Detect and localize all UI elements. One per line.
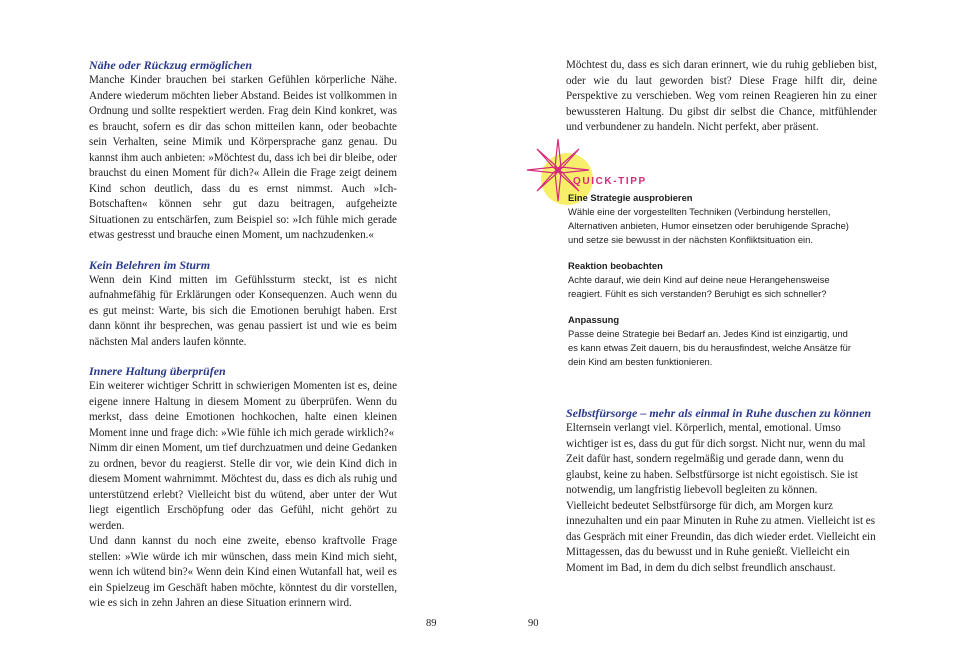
paragraph: Manche Kinder brauchen bei starken Gefühlen körperliche Nähe. Andere wiederum möchten lieber Abstand. Beides ist vollkommen in Ordnung und sollte respektiert werden. Frag dein Kind konkret, was es braucht, sofern es dir das schon mitteilen kann, oder beobachte sein Verhalten, seine Mimik und Körpersprache ganz genau. Du kannst ihm auch anbieten: »Möchtest du, dass ich bei dir bleibe, oder brauchst du einen Moment für dich?« Allein die Frage zeigt deinem Kind schon deutlich, dass du es ernst nimmst. Auch »Ich-Botschaften« können sehr gut dazu beitragen, aufgeheizte Situationen zu entschärfen, zum Beispiel so: »Ich fühle mich gerade etwas gestresst und brauche einen Moment, um nachzudenken.« bbox=[89, 74, 397, 241]
tip-subheading: Eine Strategie ausprobieren bbox=[568, 192, 693, 203]
page-number-left: 89 bbox=[426, 618, 437, 629]
quick-tipp-body bbox=[568, 191, 858, 369]
paragraph: Elternsein verlangt viel. Körperlich, mental, emotional. Umso wichtiger ist es, dass du gut für dich sorgst. Nicht nur, wenn du mal Zeit dafür hast, sondern regelmäßig und gerade dann, wenn du glaubst, keine zu haben. Selbstfürsorge ist nicht egoistisch. Sie ist notwendig, um langfristig liebevoll begleiten zu können. bbox=[566, 422, 866, 496]
tip-text: Wähle eine der vorgestellten Techniken (Verbindung herstellen, Alternativen anbieten, Humor einsetzen oder beruhigende Sprache) und setze sie bewusst in der nächsten Konfliktsituation ein. bbox=[568, 206, 849, 245]
paragraph: Ein weiterer wichtiger Schritt in schwierigen Momenten ist es, deine eigene innere Haltung in diesem Moment zu überprüfen. Wenn du merkst, dass deine Emotionen hochkochen, halte einen kleinen Moment inne und frage dich: »Wie fühle ich mich gerade wirklich?« bbox=[89, 380, 397, 439]
tip-text: Passe deine Strategie bei Bedarf an. Jedes Kind ist einzigartig, und es kann etwas Zeit dauern, bis du herausfindest, welche Ansätze für dein Kind am besten funktionieren. bbox=[568, 328, 851, 367]
tip-subheading: Anpassung bbox=[568, 314, 620, 325]
left-page bbox=[0, 0, 482, 648]
section-heading: Nähe oder Rückzug ermöglichen bbox=[89, 58, 253, 72]
section-heading: Innere Haltung überprüfen bbox=[89, 364, 226, 378]
paragraph: Vielleicht bedeutet Selbstfürsorge für dich, am Morgen kurz innezuhalten und ein paar Minuten in Ruhe zu atmen. Vielleicht ist es das Gespräch mit einer Freundin, das dich wieder erdet. Vielleicht ein Mittagessen, das du bewusst und in Ruhe genießt. Vielleicht ein Moment im Bad, in dem du dich selbst freundlich anschaust. bbox=[566, 499, 876, 574]
section-heading: Selbstfürsorge – mehr als einmal in Ruhe duschen zu können bbox=[566, 406, 872, 420]
paragraph: Nimm dir einen Moment, um tief durchzuatmen und deine Gedanken zu ordnen, bevor du reagierst. Stelle dir vor, wie dein Kind dich in diesem Moment wahrnimmt. Möchtest du, dass es dich als ruhig und unterstützend erlebt? Vielleicht bist du wütend, aber unter der Wut liegt eigentlich Erschöpfung oder das Gefühl, nicht gehört zu werden. bbox=[89, 442, 397, 532]
paragraph: Und dann kannst du noch eine zweite, ebenso kraftvolle Frage stellen: »Wie würde ich mir wünschen, dass mein Kind mich sieht, wenn ich wütend bin?« Wenn dein Kind einen Wutanfall hat, weil es ein Spielzeug im Geschäft haben möchte, könntest du dir vorstellen, wie es sich in zehn Jahren an diese Situation erinnern wird. bbox=[89, 535, 397, 609]
section-heading: Kein Belehren im Sturm bbox=[89, 257, 211, 272]
tip-text: Achte darauf, wie dein Kind auf deine neue Herangehensweise reagiert. Fühlt es sich verstanden? Beruhigt es sich schneller? bbox=[568, 274, 830, 299]
right-page bbox=[483, 0, 965, 648]
paragraph: Wenn dein Kind mitten im Gefühlssturm steckt, ist es nicht aufnahmefähig für Erklärungen oder Konsequenzen. Auch wenn du es gut meinst: Warte, bis sich die Emotionen beruhigt haben. Erst dann könnt ihr besprechen, was genau passiert ist und wie es beim nächsten Mal anders laufen könnte. bbox=[89, 273, 397, 348]
paragraph: Möchtest du, dass es sich daran erinnert, wie du ruhig geblieben bist, oder wie du laut geworden bist? Diese Frage hilft dir, deine Perspektive zu verschieben. Weg vom reinen Reagieren hin zu einer bewussteren Haltung. Du gibst dir selbst die Chance, mitfühlender und verbundener zu handeln. Nicht perfekt, aber präsent. bbox=[566, 59, 877, 133]
page-number-right: 90 bbox=[528, 618, 539, 629]
right-column-top bbox=[566, 58, 877, 136]
quick-tipp-title: QUICK-TIPP bbox=[573, 176, 647, 187]
right-column-bottom bbox=[566, 406, 877, 576]
left-column bbox=[89, 58, 397, 612]
tip-subheading: Reaktion beobachten bbox=[568, 260, 663, 271]
